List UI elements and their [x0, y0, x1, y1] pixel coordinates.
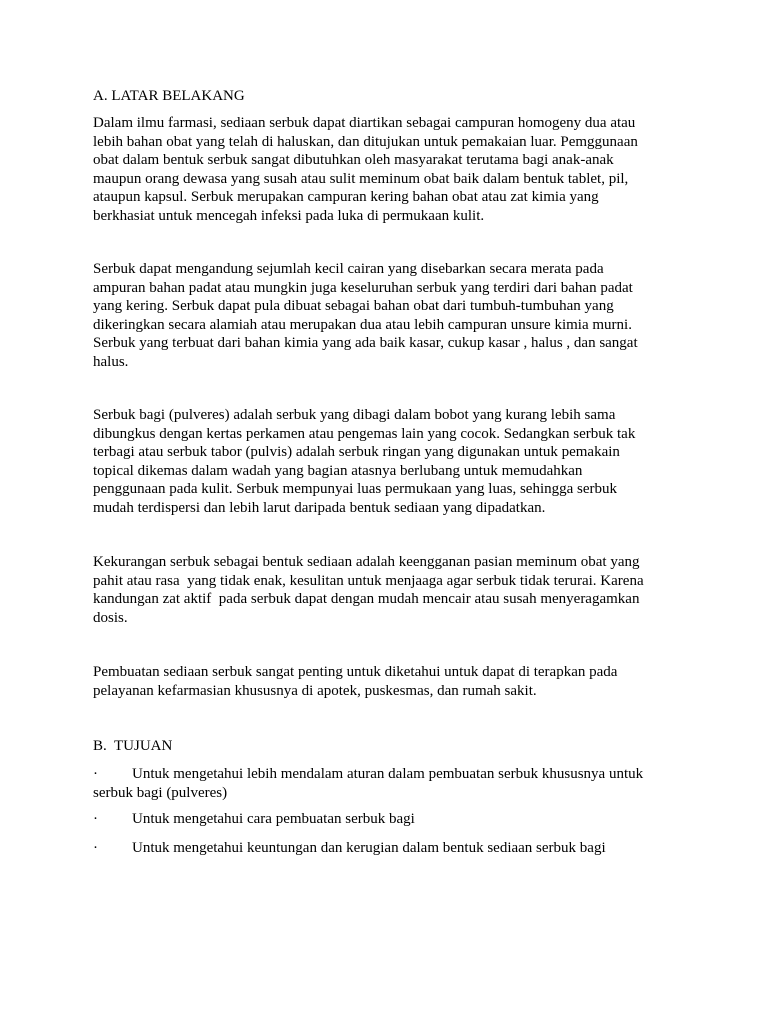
paragraph-line: dosis. [93, 609, 128, 626]
paragraph-line: pelayanan kefarmasian khususnya di apotek, puskesmas, dan rumah sakit. [93, 682, 537, 699]
paragraph-line: ampuran bahan padat atau mungkin juga keseluruhan serbuk yang terdiri dari bahan padat [93, 279, 633, 296]
paragraph-line: dikeringkan secara alamiah atau merupakan dua atau lebih campuran unsure kimia murni. [93, 316, 632, 333]
paragraph-1 [93, 114, 673, 225]
paragraph-line: pahit atau rasa yang tidak enak, kesulitan untuk menjaaga agar serbuk tidak terurai. Karena [93, 572, 644, 589]
bullet-text: Untuk mengetahui lebih mendalam aturan dalam pembuatan serbuk khususnya untuk [132, 766, 644, 782]
bullet-text: Untuk mengetahui cara pembuatan serbuk bagi [132, 811, 415, 827]
paragraph-line: topical dikemas dalam wadah yang bagian atasnya berlubang untuk memudahkan [93, 462, 583, 479]
paragraph-line: Pembuatan sediaan serbuk sangat penting untuk diketahui untuk dapat di terapkan pada [93, 664, 618, 680]
paragraph-line: lebih bahan obat yang telah di haluskan, dan ditujukan untuk pemakaian luar. Pemggunaan [93, 133, 638, 150]
paragraph-line: mudah terdispersi dan lebih larut daripada bentuk sediaan yang dipadatkan. [93, 499, 546, 516]
paragraph-line: Serbuk yang terbuat dari bahan kimia yang ada baik kasar, cukup kasar , halus , dan sangat [93, 335, 638, 351]
paragraph-line: Kekurangan serbuk sebagai bentuk sediaan adalah keengganan pasian meminum obat yang [93, 554, 640, 570]
bullet-text-continuation: serbuk bagi (pulveres) [93, 784, 228, 801]
paragraph-line: obat dalam bentuk serbuk sangat dibutuhkan oleh masyarakat terutama bagi anak-anak [93, 152, 614, 168]
section-heading-latar-belakang: A. LATAR BELAKANG [93, 88, 245, 104]
bullet-marker: · [93, 811, 98, 827]
paragraph-line: ataupun kapsul. Serbuk merupakan campuran kering bahan obat atau zat kimia yang [93, 189, 599, 205]
paragraph-line: Dalam ilmu farmasi, sediaan serbuk dapat diartikan sebagai campuran homogeny dua atau [93, 115, 636, 131]
paragraph-line: dibungkus dengan kertas perkamen atau pengemas lain yang cocok. Sedangkan serbuk tak [93, 425, 636, 442]
paragraph-4 [93, 553, 673, 627]
paragraph-line: berkhasiat untuk mencegah infeksi pada luka di permukaan kulit. [93, 207, 485, 224]
paragraph-line: kandungan zat aktif pada serbuk dapat dengan mudah mencair atau susah menyeragamkan [93, 591, 640, 607]
paragraph-3 [93, 406, 673, 517]
bullet-marker: · [93, 766, 98, 782]
paragraph-line: Serbuk dapat mengandung sejumlah kecil cairan yang disebarkan secara merata pada [93, 261, 604, 277]
paragraph-line: terbagi atau serbuk tabor (pulvis) adalah serbuk ringan yang digunakan untuk pemakain [93, 444, 620, 460]
paragraph-line: Serbuk bagi (pulveres) adalah serbuk yang dibagi dalam bobot yang kurang lebih sama [93, 407, 616, 423]
paragraph-line: yang kering. Serbuk dapat pula dibuat sebagai bahan obat dari tumbuh-tumbuhan yang [93, 298, 614, 314]
paragraph-5 [93, 663, 673, 700]
bullet-marker: · [93, 840, 98, 856]
section-heading-tujuan: B. TUJUAN [93, 738, 173, 754]
paragraph-line: halus. [93, 353, 129, 370]
paragraph-line: maupun orang dewasa yang susah atau sulit meminum obat baik dalam bentuk tablet, pil, [93, 170, 629, 187]
bullet-text: Untuk mengetahui keuntungan dan kerugian dalam bentuk sediaan serbuk bagi [132, 840, 606, 856]
paragraph-line: penggunaan pada kulit. Serbuk mempunyai luas permukaan yang luas, sehingga serbuk [93, 481, 618, 497]
paragraph-2 [93, 260, 673, 371]
